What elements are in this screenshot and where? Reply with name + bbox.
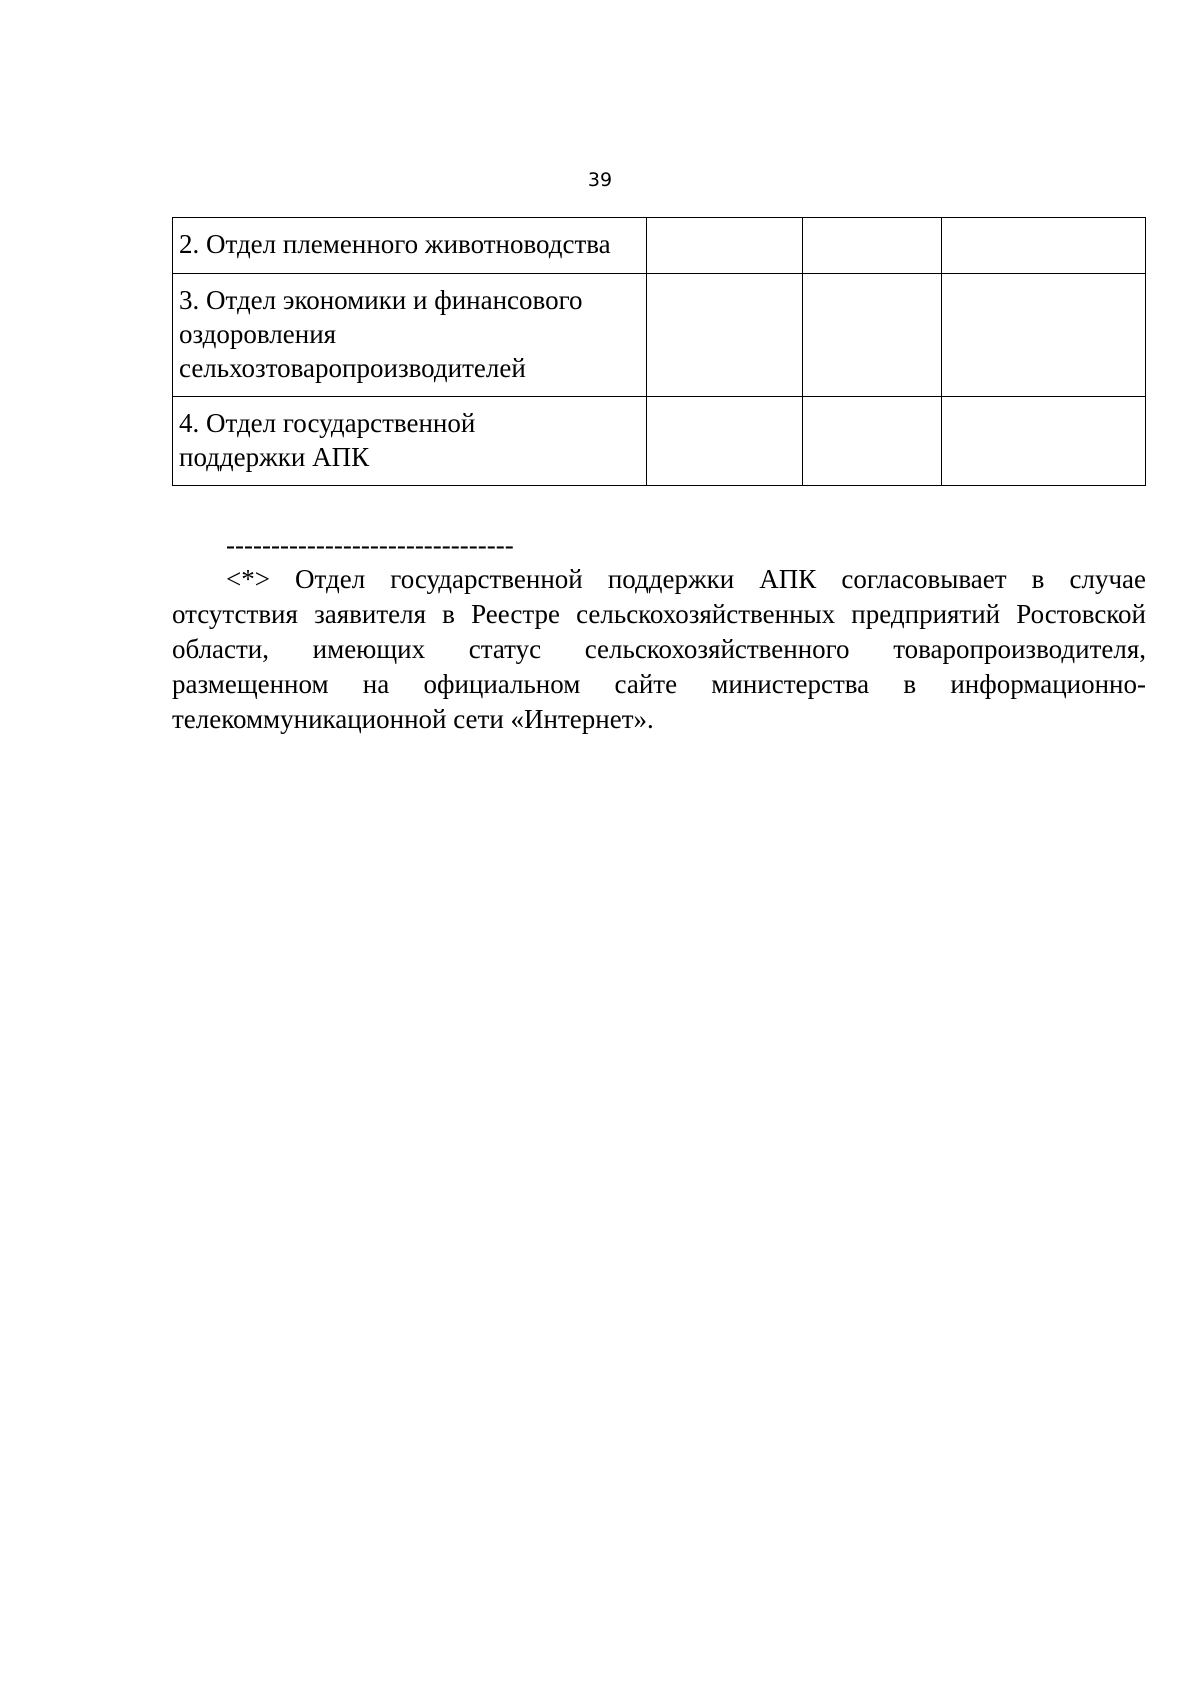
table-row: [173, 397, 1146, 486]
empty-cell: [803, 397, 942, 486]
empty-cell: [942, 218, 1146, 274]
table-row: [173, 218, 1146, 274]
approval-table: [172, 217, 1146, 486]
department-cell: [173, 397, 647, 486]
page-number: 39: [587, 169, 613, 191]
empty-cell: [647, 218, 803, 274]
empty-cell: [942, 397, 1146, 486]
empty-cell: [803, 218, 942, 274]
department-cell: [173, 274, 647, 397]
department-name: 4. Отдел государственной поддержки АПК: [179, 408, 476, 472]
department-cell: [173, 218, 647, 274]
empty-cell: [803, 274, 942, 397]
empty-cell: [942, 274, 1146, 397]
empty-cell: [647, 397, 803, 486]
footnote-separator: --------------------------------: [226, 530, 514, 560]
footnote-text: <*> Отдел государственной поддержки АПК согласовывает в случае отсутствия заявителя в Реестре сельскохозяйственных предприятий Ростовской области, имеющих статус сельскохозяйственного товаропроизводителя, размещенном на официальном сайте министерства в информационно-телекоммуникационной сети «Интернет».: [172, 564, 1146, 734]
department-name: 3. Отдел экономики и финансового оздоровления сельхозтоваропроизводителей: [179, 285, 583, 383]
table-row: [173, 274, 1146, 397]
department-name: 2. Отдел племенного животноводства: [179, 229, 611, 259]
empty-cell: [647, 274, 803, 397]
